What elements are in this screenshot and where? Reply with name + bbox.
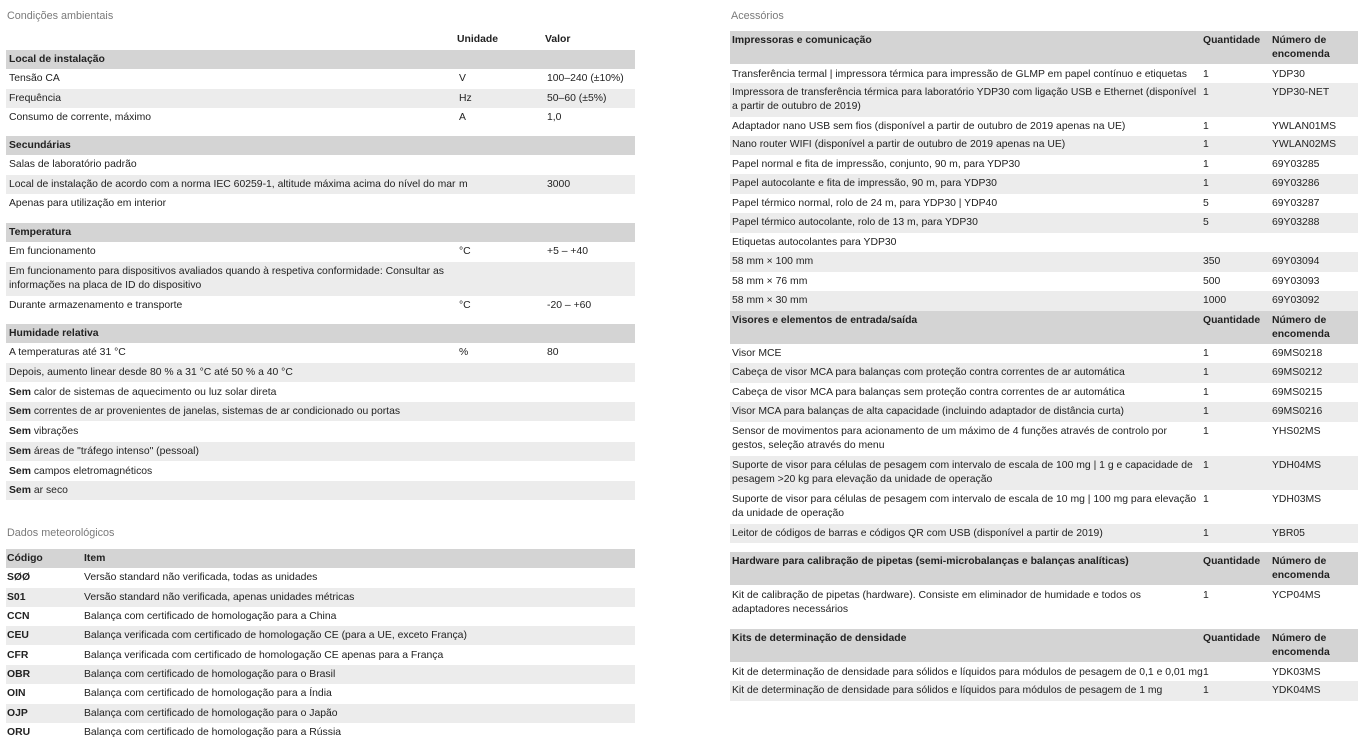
acc-row	[730, 136, 1358, 155]
acc-row	[730, 213, 1358, 233]
sem-word: Sem	[9, 387, 31, 398]
acc-row	[730, 586, 1358, 620]
acc-desc: Cabeça de visor MCA para balanças sem proteção contra correntes de ar automática	[732, 387, 1125, 398]
acc-desc: 58 mm × 76 mm	[732, 276, 808, 287]
acc-num: YWLAN01MS	[1272, 121, 1337, 132]
num-col-header-2: encomenda	[1272, 647, 1330, 658]
env-row	[6, 69, 635, 88]
acc-desc: Leitor de códigos de barras e códigos QR com USB (disponível a partir de 2019)	[732, 528, 1103, 539]
acc-desc-cont: a partir de outubro de 2019)	[732, 101, 861, 112]
acc-row	[730, 272, 1358, 291]
group-temperature	[6, 223, 635, 242]
acc-desc: Papel térmico autocolante, rolo de 13 m, para YDP30	[732, 217, 978, 228]
sem-word: Sem	[9, 426, 31, 437]
item-col-header: Item	[84, 553, 106, 564]
meteo-row	[6, 607, 635, 626]
acc-qty: 1	[1203, 387, 1209, 398]
sem-text: ar seco	[30, 485, 68, 496]
env-unit: Hz	[459, 93, 472, 104]
acc-desc: Etiquetas autocolantes para YDP30	[732, 237, 897, 248]
acc-qty: 1	[1203, 87, 1209, 98]
acc-num: 69MS0218	[1272, 348, 1323, 359]
env-value: 100–240 (±10%)	[547, 73, 624, 84]
num-col-header-2: encomenda	[1272, 570, 1330, 581]
meteo-code: CCN	[7, 611, 30, 622]
acc-desc-cont: pesagem >20 kg para elevação da unidade de operação	[732, 474, 993, 485]
acc-row	[730, 490, 1358, 524]
env-row	[6, 155, 635, 174]
acc-row	[730, 117, 1358, 136]
num-col-header: Número de	[1272, 633, 1327, 644]
acc-header-display	[730, 311, 1358, 344]
acc-header-density	[730, 629, 1358, 662]
acc-row	[730, 524, 1358, 543]
pipette-heading: Hardware para calibração de pipetas (semi-microbalanças e balanças analíticas)	[732, 556, 1129, 567]
acc-num: 69Y03286	[1272, 178, 1320, 189]
env-row	[6, 363, 635, 382]
group-humidity	[6, 324, 635, 343]
meteo-item: Balança com certificado de homologação para a China	[84, 611, 337, 622]
acc-row	[730, 64, 1358, 83]
printers-heading: Impressoras e comunicação	[732, 35, 872, 46]
group-humidity-label: Humidade relativa	[9, 328, 99, 339]
acc-qty: 1	[1203, 685, 1209, 696]
acc-num: 69Y03285	[1272, 159, 1320, 170]
acc-qty: 500	[1203, 276, 1221, 287]
meteo-row	[6, 665, 635, 684]
acc-row	[730, 422, 1358, 456]
acc-header-pipette	[730, 552, 1358, 585]
value-col-header: Valor	[545, 34, 571, 45]
sem-word: Sem	[9, 406, 31, 417]
env-row	[6, 296, 635, 315]
env-unit: A	[459, 112, 466, 123]
acc-qty: 1	[1203, 121, 1209, 132]
group-install	[6, 50, 635, 69]
env-unit: m	[459, 179, 468, 190]
acc-qty: 1	[1203, 460, 1209, 471]
env-unit: °C	[459, 246, 471, 257]
sem-word: Sem	[9, 485, 31, 496]
acc-qty: 1	[1203, 528, 1209, 539]
sem-row	[6, 481, 635, 500]
code-col-header: Código	[7, 553, 43, 564]
acc-desc-cont: gestos, seleção através do menu	[732, 440, 885, 451]
env-value: -20 – +60	[547, 300, 592, 311]
num-col-header: Número de	[1272, 35, 1327, 46]
acc-desc: Visor MCE	[732, 348, 782, 359]
acc-qty: 1	[1203, 426, 1209, 437]
acc-qty: 1	[1203, 494, 1209, 505]
acc-row	[730, 456, 1358, 490]
meteo-header	[6, 549, 635, 568]
acc-qty: 350	[1203, 256, 1221, 267]
acc-row	[730, 662, 1358, 681]
acc-row	[730, 233, 1358, 252]
sem-text: vibrações	[30, 426, 79, 437]
env-label: Tensão CA	[9, 73, 60, 84]
acc-row	[730, 344, 1358, 363]
acc-num: YWLAN02MS	[1272, 139, 1337, 150]
acc-desc: Papel térmico normal, rolo de 24 m, para YDP30 | YDP40	[732, 198, 998, 209]
acc-desc: Visor MCA para balanças de alta capacidade (incluindo adaptador de distância curta)	[732, 406, 1125, 417]
acc-desc-cont: adaptadores necessários	[732, 604, 849, 615]
acc-row	[730, 174, 1358, 194]
acc-qty: 1	[1203, 178, 1209, 189]
env-label: Salas de laboratório padrão	[9, 159, 137, 170]
meteo-item: Balança verificada com certificado de homologação CE (para a UE, exceto França)	[84, 630, 467, 641]
meteo-code: OBR	[7, 669, 31, 680]
sem-row	[6, 442, 635, 461]
group-install-label: Local de instalação	[9, 54, 105, 65]
sem-row	[6, 462, 635, 481]
env-value: 1,0	[547, 112, 562, 123]
acc-num: YCP04MS	[1272, 590, 1321, 601]
acc-title: Acessórios	[731, 10, 784, 22]
acc-desc: Suporte de visor para células de pesagem com intervalo de escala de 100 mg | 1 g e capacidade de	[732, 460, 1193, 471]
meteo-row	[6, 646, 635, 665]
acc-qty: 1	[1203, 69, 1209, 80]
sem-text: campos eletromagnéticos	[30, 466, 153, 477]
acc-num: 69Y03092	[1272, 295, 1320, 306]
meteo-row	[6, 626, 635, 645]
meteo-row	[6, 684, 635, 703]
acc-desc: Cabeça de visor MCA para balanças com proteção contra correntes de ar automática	[732, 367, 1125, 378]
acc-row	[730, 155, 1358, 174]
env-label-cont: informações na placa de ID do dispositivo	[9, 280, 202, 291]
unit-col-header: Unidade	[457, 34, 498, 45]
sem-text: calor de sistemas de aquecimento ou luz solar direta	[30, 387, 277, 398]
env-label: Frequência	[9, 93, 61, 104]
acc-num: 69Y03288	[1272, 217, 1320, 228]
acc-desc: Impressora de transferência térmica para laboratório YDP30 com ligação USB e Ethernet (disponível	[732, 87, 1197, 98]
acc-row	[730, 291, 1358, 311]
acc-row	[730, 681, 1358, 701]
acc-num: 69Y03094	[1272, 256, 1320, 267]
acc-desc: Transferência termal | impressora térmica para impressão de GLMP em papel contínuo e etiquetas	[732, 69, 1187, 80]
acc-row	[730, 402, 1358, 422]
group-secondary	[6, 136, 635, 155]
meteo-item: Versão standard não verificada, todas as unidades	[84, 572, 318, 583]
acc-num: 69MS0215	[1272, 387, 1323, 398]
env-row	[6, 175, 635, 194]
meteo-code: SØØ	[7, 572, 31, 583]
group-temperature-label: Temperatura	[9, 227, 72, 238]
meteo-code: CEU	[7, 630, 29, 641]
acc-num: YDK03MS	[1272, 667, 1321, 678]
acc-row	[730, 363, 1358, 383]
env-unit: V	[459, 73, 466, 84]
env-row	[6, 194, 635, 213]
env-label: Em funcionamento para dispositivos avaliados quando à respetiva conformidade: Consultar as	[9, 266, 444, 277]
sem-text: áreas de "tráfego intenso" (pessoal)	[30, 446, 199, 457]
acc-desc: Nano router WIFI (disponível a partir de outubro de 2019 apenas na UE)	[732, 139, 1066, 150]
acc-row	[730, 194, 1358, 213]
meteo-row	[6, 704, 635, 723]
meteo-title: Dados meteorológicos	[7, 527, 115, 539]
acc-qty: 1	[1203, 139, 1209, 150]
acc-desc: Papel normal e fita de impressão, conjunto, 90 m, para YDP30	[732, 159, 1021, 170]
acc-desc: Kit de calibração de pipetas (hardware). Consiste em eliminador de humidade e todos os	[732, 590, 1141, 601]
acc-qty: 1	[1203, 348, 1209, 359]
env-label: Durante armazenamento e transporte	[9, 300, 183, 311]
qty-col-header: Quantidade	[1203, 35, 1261, 46]
acc-qty: 1	[1203, 590, 1209, 601]
density-heading: Kits de determinação de densidade	[732, 633, 907, 644]
acc-qty: 5	[1203, 198, 1209, 209]
acc-qty: 1	[1203, 667, 1209, 678]
env-label: Em funcionamento	[9, 246, 96, 257]
acc-desc: Suporte de visor para células de pesagem com intervalo de escala de 10 mg | 100 mg para elevação	[732, 494, 1197, 505]
env-row	[6, 262, 635, 296]
env-row	[6, 108, 635, 127]
meteo-row	[6, 723, 635, 742]
acc-num: YDP30-NET	[1272, 87, 1330, 98]
qty-col-header: Quantidade	[1203, 315, 1261, 326]
meteo-item: Balança verificada com certificado de homologação CE apenas para a França	[84, 650, 444, 661]
env-title: Condições ambientais	[7, 10, 114, 22]
acc-qty: 1000	[1203, 295, 1227, 306]
meteo-item: Balança com certificado de homologação para a Índia	[84, 688, 332, 699]
meteo-item: Versão standard não verificada, apenas unidades métricas	[84, 592, 355, 603]
meteo-row	[6, 588, 635, 607]
num-col-header-2: encomenda	[1272, 329, 1330, 340]
env-label: Consumo de corrente, máximo	[9, 112, 152, 123]
meteo-code: OIN	[7, 688, 26, 699]
env-row	[6, 343, 635, 362]
acc-num: 69Y03093	[1272, 276, 1320, 287]
env-row	[6, 89, 635, 108]
acc-num: YBR05	[1272, 528, 1305, 539]
acc-num: YHS02MS	[1272, 426, 1321, 437]
sem-row	[6, 402, 635, 421]
acc-desc: Kit de determinação de densidade para sólidos e líquidos para módulos de pesagem de 1 mg	[732, 685, 1163, 696]
meteo-item: Balança com certificado de homologação para o Brasil	[84, 669, 336, 680]
acc-qty: 1	[1203, 159, 1209, 170]
sem-text: correntes de ar provenientes de janelas, sistemas de ar condicionado ou portas	[30, 406, 401, 417]
acc-num: 69Y03287	[1272, 198, 1320, 209]
meteo-item: Balança com certificado de homologação para o Japão	[84, 708, 338, 719]
env-label: Depois, aumento linear desde 80 % a 31 °C até 50 % a 40 °C	[9, 367, 293, 378]
display-heading: Visores e elementos de entrada/saída	[732, 315, 918, 326]
env-row	[6, 242, 635, 261]
acc-num: YDK04MS	[1272, 685, 1321, 696]
num-col-header-2: encomenda	[1272, 49, 1330, 60]
env-label: A temperaturas até 31 °C	[9, 347, 126, 358]
env-unit: %	[459, 347, 469, 358]
acc-qty: 1	[1203, 367, 1209, 378]
meteo-code: OJP	[7, 708, 28, 719]
acc-num: 69MS0216	[1272, 406, 1323, 417]
acc-qty: 5	[1203, 217, 1209, 228]
sem-row	[6, 422, 635, 441]
env-value: +5 – +40	[547, 246, 589, 257]
acc-desc: Papel autocolante e fita de impressão, 90 m, para YDP30	[732, 178, 997, 189]
acc-header-printers	[730, 31, 1358, 64]
acc-num: YDP30	[1272, 69, 1305, 80]
qty-col-header: Quantidade	[1203, 633, 1261, 644]
acc-row	[730, 83, 1358, 117]
num-col-header: Número de	[1272, 556, 1327, 567]
meteo-item: Balança com certificado de homologação para a Rússia	[84, 727, 342, 738]
acc-desc: Adaptador nano USB sem fios (disponível a partir de outubro de 2019 apenas na UE)	[732, 121, 1126, 132]
num-col-header: Número de	[1272, 315, 1327, 326]
acc-num: YDH04MS	[1272, 460, 1322, 471]
meteo-code: S01	[7, 592, 26, 603]
acc-num: YDH03MS	[1272, 494, 1322, 505]
env-value: 3000	[547, 179, 571, 190]
meteo-code: CFR	[7, 650, 29, 661]
acc-desc: 58 mm × 30 mm	[732, 295, 808, 306]
env-column-header	[6, 33, 635, 48]
acc-qty: 1	[1203, 406, 1209, 417]
env-value: 80	[547, 347, 559, 358]
sem-word: Sem	[9, 466, 31, 477]
sem-row	[6, 383, 635, 402]
meteo-code: ORU	[7, 727, 31, 738]
acc-num: 69MS0212	[1272, 367, 1323, 378]
qty-col-header: Quantidade	[1203, 556, 1261, 567]
env-value: 50–60 (±5%)	[547, 93, 607, 104]
sem-word: Sem	[9, 446, 31, 457]
acc-desc: Kit de determinação de densidade para sólidos e líquidos para módulos de pesagem de 0,1 e 0,01 mg	[732, 667, 1203, 678]
acc-desc: Sensor de movimentos para acionamento de um máximo de 4 funções através de controlo por	[732, 426, 1167, 437]
env-unit: °C	[459, 300, 471, 311]
group-secondary-label: Secundárias	[9, 140, 71, 151]
meteo-row	[6, 568, 635, 587]
acc-desc-cont: da unidade de operação	[732, 508, 845, 519]
acc-desc: 58 mm × 100 mm	[732, 256, 814, 267]
env-label: Local de instalação de acordo com a norma IEC 60259-1, altitude máxima acima do nível do mar	[9, 179, 456, 190]
env-label: Apenas para utilização em interior	[9, 198, 167, 209]
acc-row	[730, 252, 1358, 272]
acc-row	[730, 383, 1358, 402]
